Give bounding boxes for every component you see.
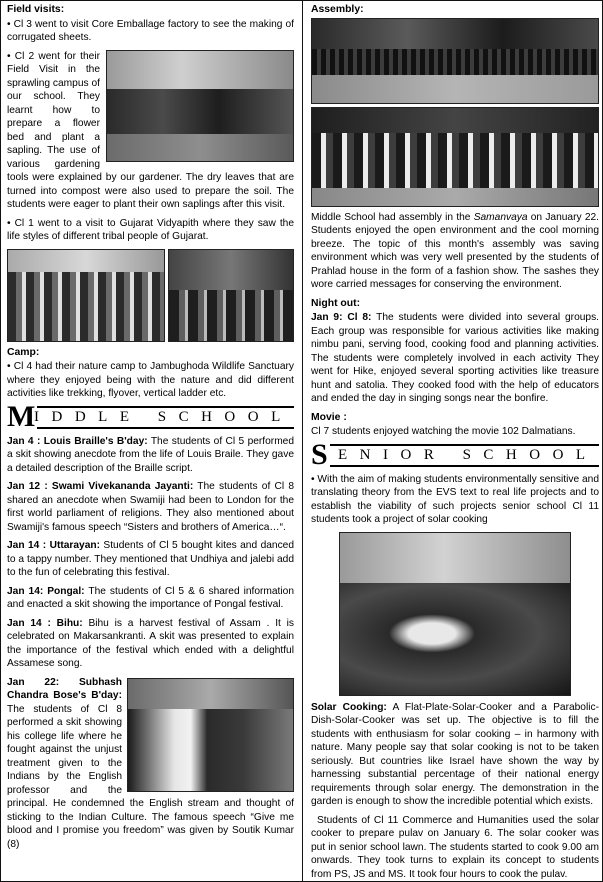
movie-heading: Movie : [311, 411, 347, 423]
item-text: The students were divided into several groups. Each group was responsible for various activities like making nimbu pani, serving food, cooking food and planning activities. The students were completely involved in each activity They went for Hike, enjoyed several sporting activities like treasure hunt and satolia. They cooked food with the help of educators and ended the day in singing songs near the bonfire. [311, 312, 599, 404]
camp-text: • Cl 4 had their nature camp to Jambughoda Wildlife Sanctuary where they enjoyed being with the nature and did different activities like trekking, flyover, vertical ladder etc. [7, 361, 294, 399]
item-date: Jan 9: Cl 8: [311, 312, 372, 323]
right-column [311, 3, 599, 879]
middle-school-banner-initial: M [7, 399, 36, 433]
assembly-photo-top [311, 18, 599, 104]
vidyapith-photo-right [168, 249, 294, 342]
item-text: A Flat-Plate-Solar-Cooker and a Parabolic-Dish-Solar-Cooker was set up. The objective is to fill the students with enthusiasm for solar cooking – in harmony with nature. Many people say that solar cooking is not to be taken seriously. But countries like Israel have shown the way by harnessing substantial percentage of their national energy requirements through solar energy. The demonstration in the garden is enough to show the incredible potential which exists. [311, 701, 599, 807]
camp-heading: Camp: [7, 346, 40, 358]
assembly-text [311, 211, 599, 292]
senior-intro: • With the aim of making students environmentally sensitive and translating theory from the EVS text to real life projects and to establish the viability of such projects senior school Cl 11 students took a project of solar cooking [311, 473, 599, 525]
field-visits-heading: Field visits: [7, 4, 65, 15]
item-text: The students of Cl 5 & 6 shared information and enacted a skit showing the importance of Pongal festival. [7, 585, 294, 610]
item-text: Students of Cl 5 bought kites and danced to a tappy number. They mentioned that Undhiya and jalebi add to the fun of celebrating this festival. [7, 540, 294, 578]
item-date: Jan 14 : Uttarayan: [7, 540, 100, 551]
item-date: Jan 4 : Louis Braille's B'day: [7, 435, 148, 447]
middle-school-banner-text: IDDLE SCHOOL [34, 408, 293, 425]
senior-school-banner [311, 437, 599, 471]
middle-item-vivekananda [7, 480, 294, 534]
solar-closing-text: Students of Cl 11 Commerce and Humanities used the solar cooker to prepare pulav on January 6. The solar cooker was put in senior school lawn. The students started to cook 9.00 am onwards. They took turns to explain its concept to students from PS, JS and MS. It took four hours to cook the pulav. [311, 814, 599, 879]
middle-item-pongal [7, 585, 294, 612]
item-text: The students of Cl 5 performed a skit showing anecdote from the life of Louis Braile. They gave a detailed description of the Braille script. [7, 435, 294, 474]
item-date: Jan 14: Pongal: [7, 585, 85, 597]
solar-cooking-text [311, 701, 599, 809]
solar-cooking-label: Solar Cooking: [311, 701, 387, 713]
movie-text: Cl 7 students enjoyed watching the movie 102 Dalmatians. [311, 426, 576, 437]
field-visit-cl3: • Cl 3 went to visit Core Emballage factory to see the making of corrugated sheets. [7, 18, 294, 43]
night-out-heading: Night out: [311, 297, 361, 309]
night-out-text [311, 311, 599, 406]
item-date: Jan 22: Subhash Chandra Bose's B'day: [7, 676, 122, 701]
field-visit-cl2: • Cl 2 went for their Field Visit in the sprawling campus of our school. They learnt how to prepare a flower bed and plant a sapling. The use of various gardening tools were explained by our gardener. The dry leaves that are turned into compost were also used to prepare the soil. The students were eager to plant their own saplings after this visit. [7, 50, 294, 210]
assembly-venue: Samanvaya [473, 211, 528, 223]
item-text: The students of Cl 8 shared an anecdote when Swamiji had been to London for the first world parliament of religions. They also mentioned about Swamiji's famous speech “Sisters and brothers of America…“. [7, 481, 294, 533]
item-text: Bihu is a harvest festival of Assam . It is celebrated on Makarsankranti. A skit was presented to explain the importance of the festival which ended with a delightful Assamese song. [7, 617, 294, 669]
bose-skit-photo [127, 678, 294, 792]
middle-item-uttarayan [7, 539, 294, 580]
left-column [7, 3, 294, 879]
vidyapith-photo-left [7, 249, 165, 342]
item-date: Jan 14 : Bihu: [7, 617, 83, 629]
assembly-photo-bottom [311, 107, 599, 207]
item-date: Jan 12 : Swami Vivekananda Jayanti: [7, 481, 194, 492]
middle-item-braille [7, 435, 294, 476]
gardening-photo [106, 50, 294, 162]
assembly-text-b: on January 22. Students enjoyed the open environment and the cool morning breeze. The topic of this month's assembly was saving environment which was very well presented by the students of Prahlad house in the form of a fashion show. The sashes they wore carried messages for conserving the environment. [311, 211, 599, 290]
assembly-heading: Assembly: [311, 4, 364, 15]
field-visit-cl1: • Cl 1 went to a visit to Gujarat Vidyapith where they saw the life styles of different tribal people of Gujarat. [7, 217, 294, 242]
solar-cooking-photo [339, 532, 571, 696]
senior-school-banner-text: ENIOR SCHOOL [338, 446, 598, 463]
column-divider [302, 1, 303, 881]
assembly-text-a: Middle School had assembly in the [311, 211, 474, 223]
middle-item-bihu [7, 617, 294, 671]
middle-school-banner [7, 399, 294, 433]
item-text: The students of Cl 8 performed a skit showing his college life where he fought against the unjust treatment given to the Indians by the English professor and the principal. He condemned the English stream and thought of sticking to the Indian Culture. The famous speech “Give me blood and I promise you freedom” was given by Soutik Kumar (8) [7, 703, 294, 850]
vidyapith-photos [7, 249, 294, 342]
senior-school-banner-initial: S [311, 437, 328, 471]
